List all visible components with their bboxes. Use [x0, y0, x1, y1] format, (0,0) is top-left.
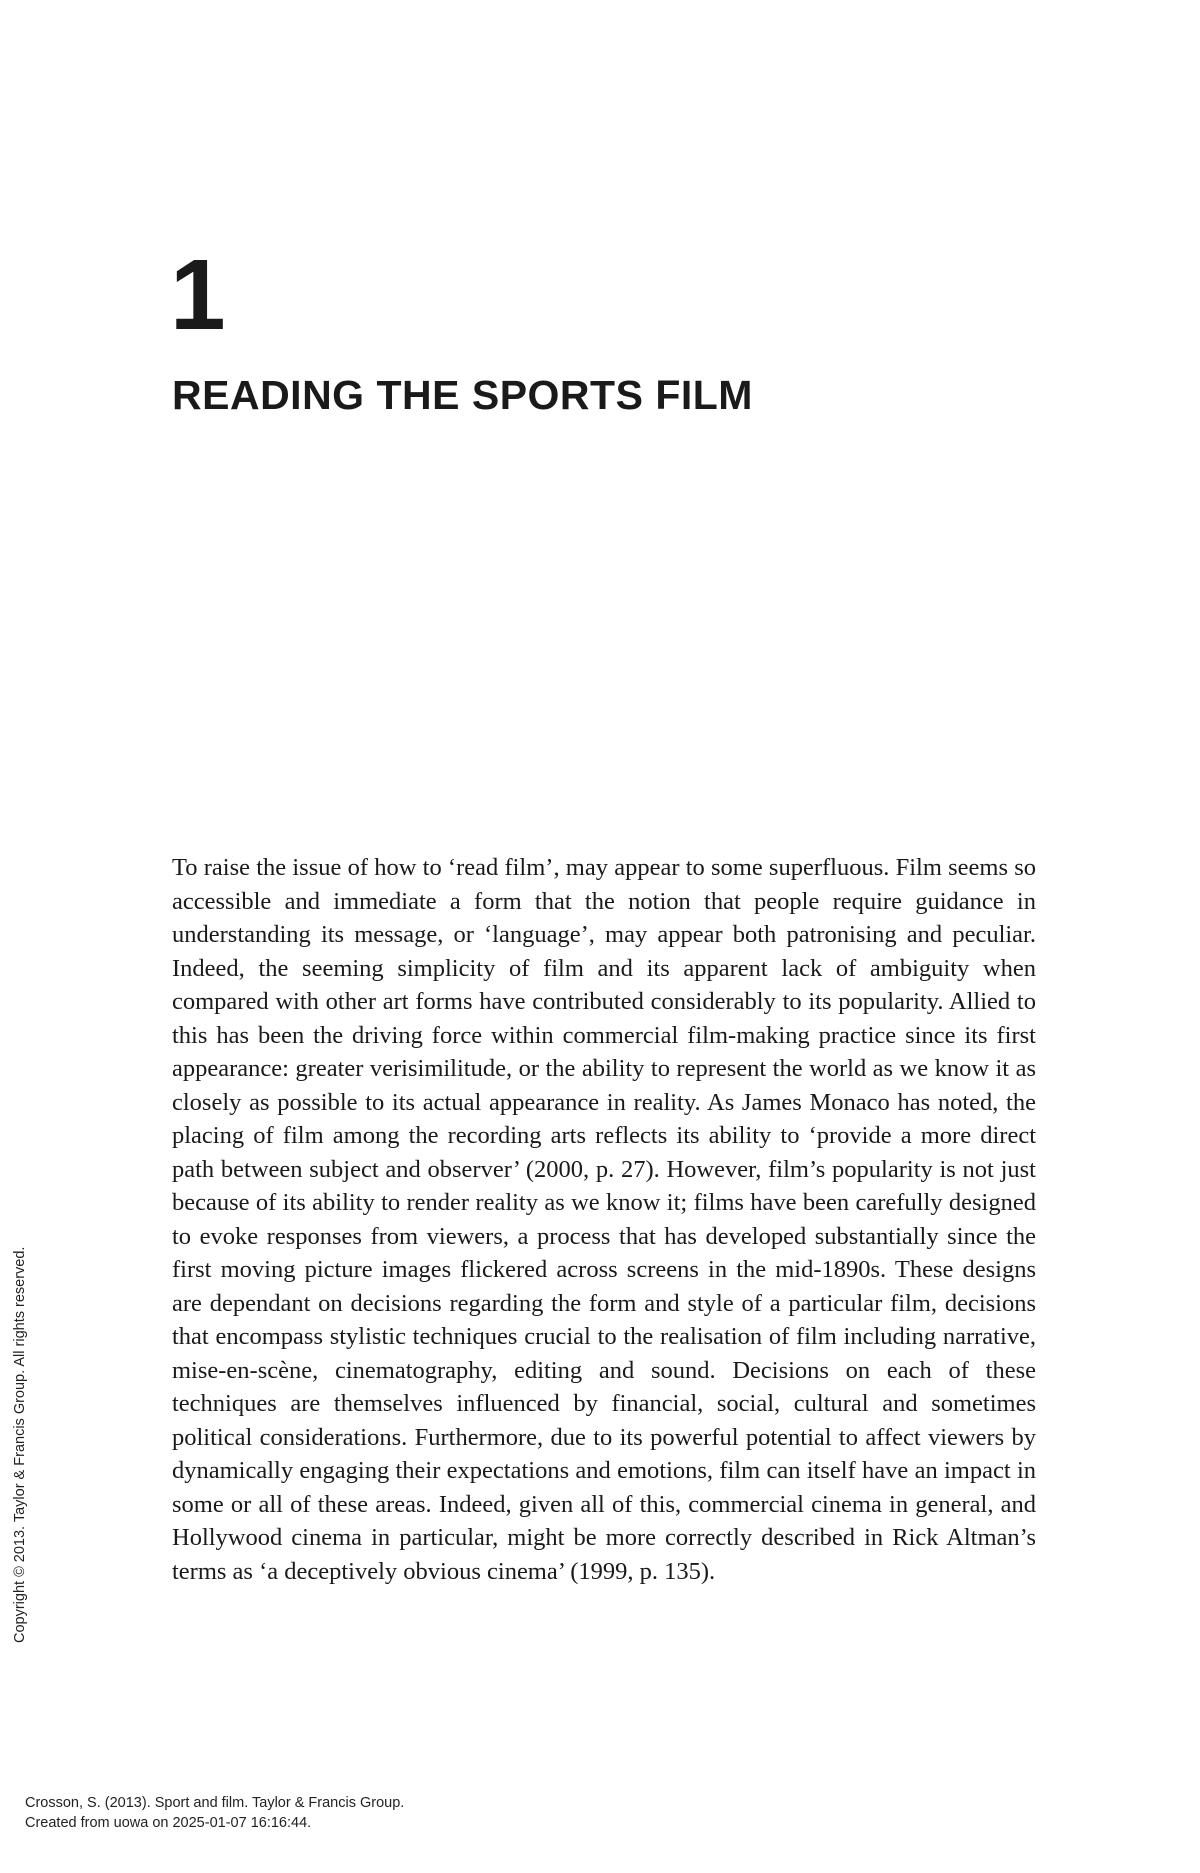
citation-footer	[25, 1793, 404, 1833]
chapter-number: 1	[170, 239, 226, 351]
citation-created: Created from uowa on 2025-01-07 16:16:44.	[25, 1815, 312, 1831]
citation-source: Crosson, S. (2013). Sport and film. Taylor & Francis Group.	[25, 1795, 405, 1811]
copyright-notice: Copyright © 2013. Taylor & Francis Group. All rights reserved.	[12, 1246, 28, 1643]
chapter-title: READING THE SPORTS FILM	[172, 372, 753, 418]
body-paragraph: To raise the issue of how to ‘read film’, may appear to some superfluous. Film seems so accessible and immediate a form that the notion that people require guidance in understanding its message, or ‘language’, may appear both patronising and peculiar. Indeed, the seeming simplicity of film and its apparent lack of ambiguity when compared with other art forms have contributed considerably to its popularity. Allied to this has been the driving force within commercial film-making practice since its first appearance: greater verisimilitude, or the ability to represent the world as we know it as closely as possible to its actual appearance in reality. As James Monaco has noted, the placing of film among the recording arts reflects its ability to ‘provide a more direct path between subject and observer’ (2000, p. 27). However, film’s popularity is not just because of its ability to render reality as we know it; films have been carefully designed to evoke responses from viewers, a process that has developed substantially since the first moving picture images flickered across screens in the mid-1890s. These designs are dependant on decisions regarding the form and style of a particular film, decisions that encompass stylistic techniques crucial to the realisation of film including narrative, mise-en-scène, cinematography, editing and sound. Decisions on each of these techniques are themselves influenced by financial, social, cultural and sometimes political considerations. Furthermore, due to its powerful potential to affect viewers by dynamically engaging their expectations and emotions, film can itself have an impact in some or all of these areas. Indeed, given all of this, commercial cinema in general, and Hollywood cinema in particular, might be more correctly described in Rick Altman’s terms as ‘a deceptively obvious cinema’ (1999, p. 135).	[172, 854, 1036, 1585]
